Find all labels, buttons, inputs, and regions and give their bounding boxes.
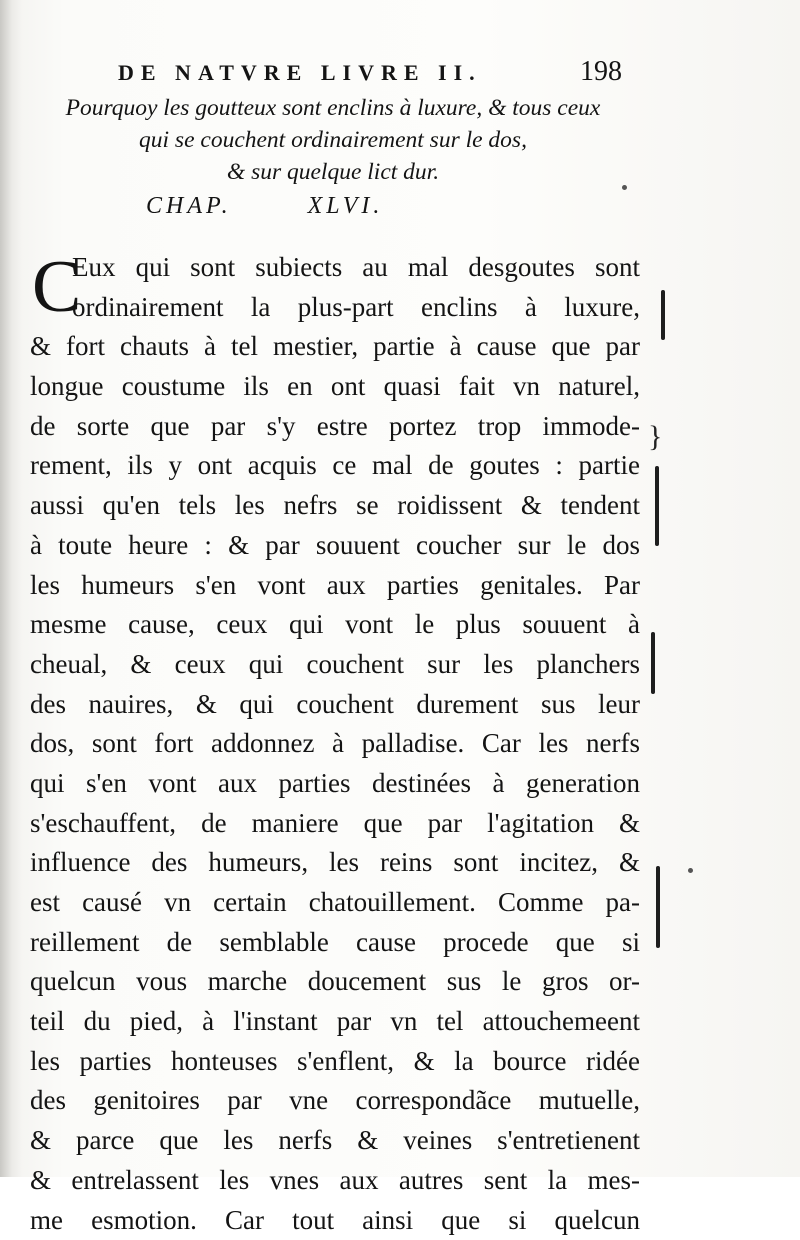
margin-mark — [655, 466, 659, 546]
chapter-heading-line: & sur quelque lict dur. — [28, 156, 638, 188]
text-line: s'eschauffent, de maniere que par l'agitation & — [30, 804, 640, 844]
chapter-heading-line: Pourquoy les goutteux sont enclins à luxure, & tous ceux — [28, 92, 638, 124]
page-number: 198 — [580, 56, 622, 88]
paper-speck — [688, 868, 693, 873]
body-text — [30, 248, 640, 1240]
text-line: cheual, & ceux qui couchent sur les planchers — [30, 645, 640, 685]
text-line: à toute heure : & par souuent coucher sur le dos — [30, 526, 640, 566]
margin-mark — [656, 866, 660, 948]
running-head — [118, 58, 638, 92]
gutter-shadow — [0, 0, 22, 1177]
text-line: est causé vn certain chatouillement. Comme pa- — [30, 883, 640, 923]
text-line: longue coustume ils en ont quasi fait vn naturel, — [30, 367, 640, 407]
chapter-label: CHAP. — [146, 193, 232, 219]
paper-speck — [622, 185, 627, 190]
chapter-roman-numeral: XLVI. — [308, 193, 384, 219]
text-line: & entrelassent les vnes aux autres sent la mes- — [30, 1161, 640, 1201]
text-line: les humeurs s'en vont aux parties genitales. Par — [30, 566, 640, 606]
text-line: quelcun vous marche doucement sus le gros or- — [30, 962, 640, 1002]
drop-capital: C — [32, 250, 81, 324]
text-line: influence des humeurs, les reins sont incitez, & — [30, 843, 640, 883]
text-line: Eux qui sont subiects au mal desgoutes sont — [30, 248, 640, 288]
text-line: teil du pied, à l'instant par vn tel attouchemeent — [30, 1002, 640, 1042]
text-line: mesme cause, ceux qui vont le plus souuent à — [30, 605, 640, 645]
text-line: de sorte que par s'y estre portez trop immode- — [30, 407, 640, 447]
text-line: me esmotion. Car tout ainsi que si quelcun — [30, 1201, 640, 1240]
text-line: & fort chauts à tel mestier, partie à cause que par — [30, 327, 640, 367]
margin-brace-mark: } — [648, 420, 662, 454]
text-line: aussi qu'en tels les nefrs se roidissent & tendent — [30, 486, 640, 526]
running-title: DE NATVRE LIVRE II. — [118, 60, 482, 86]
chapter-number — [146, 193, 446, 220]
text-line: ordinairement la plus-part enclins à luxure, — [30, 288, 640, 328]
text-line: rement, ils y ont acquis ce mal de goutes : partie — [30, 446, 640, 486]
chapter-heading-line: qui se couchent ordinairement sur le dos, — [28, 124, 638, 156]
margin-mark — [651, 632, 655, 694]
margin-mark — [661, 290, 665, 340]
chapter-heading — [28, 92, 638, 188]
text-line: des genitoires par vne correspondãce mutuelle, — [30, 1081, 640, 1121]
text-line: les parties honteuses s'enflent, & la bource ridée — [30, 1042, 640, 1082]
text-line: qui s'en vont aux parties destinées à generation — [30, 764, 640, 804]
text-line: dos, sont fort addonnez à palladise. Car les nerfs — [30, 724, 640, 764]
text-line: & parce que les nerfs & veines s'entretienent — [30, 1121, 640, 1161]
text-line: reillement de semblable cause procede que si — [30, 923, 640, 963]
text-line: des nauires, & qui couchent durement sus leur — [30, 685, 640, 725]
